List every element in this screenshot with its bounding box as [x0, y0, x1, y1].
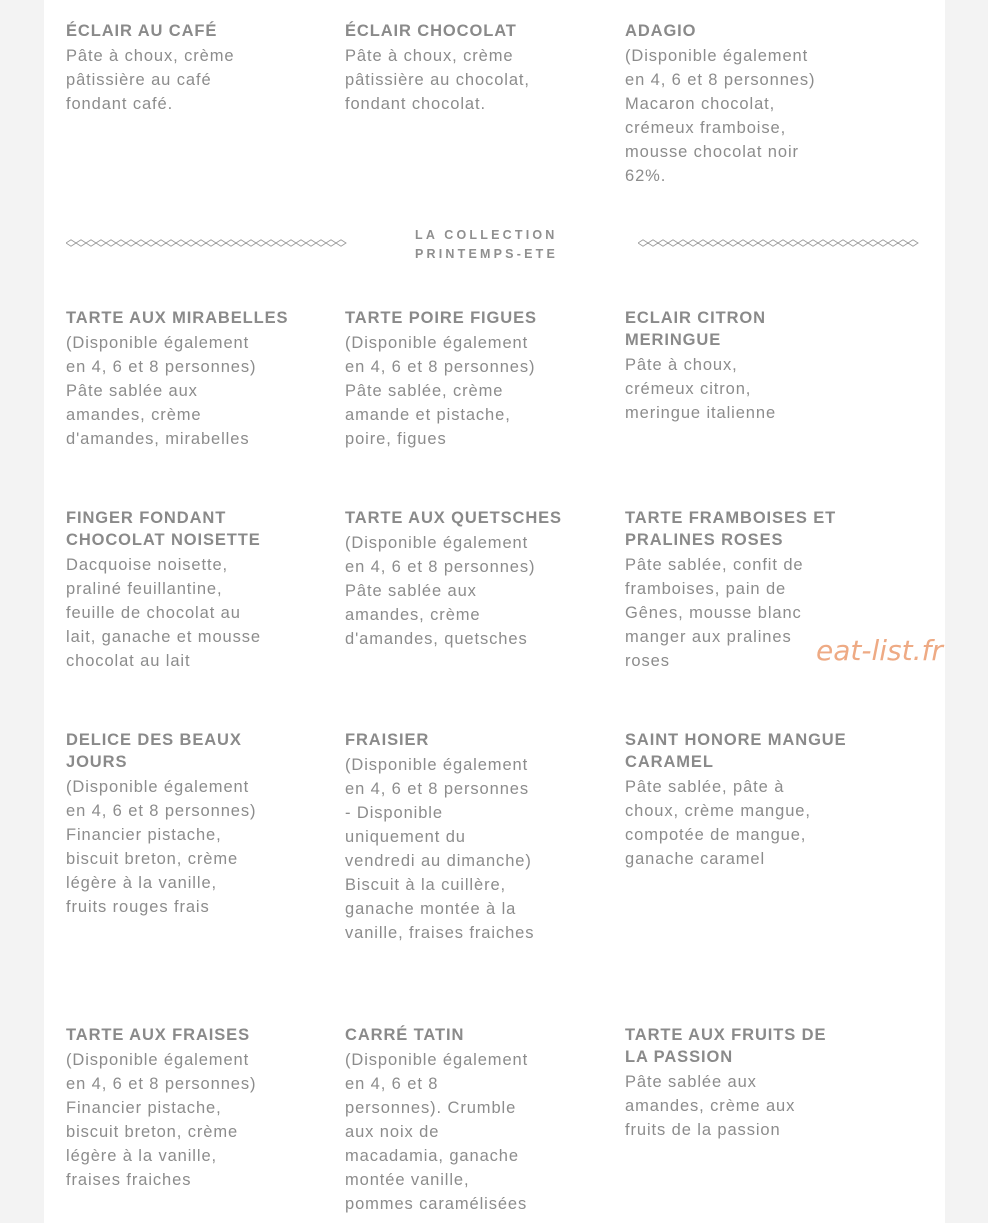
product-delice-beaux-jours [66, 729, 296, 919]
product-name: TARTE POIRE FIGUES [345, 309, 537, 327]
product-carre-tatin [345, 1024, 575, 1216]
zigzag-ornament-left [66, 239, 351, 247]
product-eclair-cafe [66, 20, 296, 116]
product-description: Pâte sablée, confit de framboises, pain de Gênes, mousse blanc manger aux pralines roses [625, 556, 804, 670]
product-description: Pâte sablée aux amandes, crème aux fruits de la passion [625, 1073, 796, 1139]
product-name: CARRÉ TATIN [345, 1026, 465, 1044]
product-description: (Disponible également en 4, 6 et 8 personnes) Macaron chocolat, crémeux framboise, mousse chocolat noir 62%. [625, 47, 816, 185]
product-name: TARTE AUX QUETSCHES [345, 509, 562, 527]
product-fraisier [345, 729, 575, 945]
menu-sheet [44, 0, 945, 1223]
product-description: Pâte sablée, pâte à choux, crème mangue, compotée de mangue, ganache caramel [625, 778, 811, 868]
product-description: Pâte à choux, crémeux citron, meringue italienne [625, 356, 777, 422]
product-tarte-quetsches [345, 507, 575, 651]
product-name: ECLAIR CITRON MERINGUE [625, 309, 766, 349]
product-name: FINGER FONDANT CHOCOLAT NOISETTE [66, 509, 261, 549]
product-adagio [625, 20, 855, 188]
product-name: TARTE AUX FRAISES [66, 1026, 250, 1044]
product-name: ÉCLAIR AU CAFÉ [66, 22, 218, 40]
product-name: TARTE FRAMBOISES ET PRALINES ROSES [625, 509, 837, 549]
watermark-text: eat-list.fr [816, 634, 943, 667]
section-divider [44, 226, 945, 266]
product-name: TARTE AUX FRUITS DE LA PASSION [625, 1026, 827, 1066]
product-description: Pâte à choux, crème pâtissière au chocolat, fondant chocolat. [345, 47, 530, 113]
product-name: DELICE DES BEAUX JOURS [66, 731, 242, 771]
product-tarte-passion [625, 1024, 855, 1142]
product-name: SAINT HONORE MANGUE CARAMEL [625, 731, 847, 771]
product-description: (Disponible également en 4, 6 et 8 personnes) Pâte sablée aux amandes, crème d'amandes, mirabelles [66, 334, 257, 448]
zigzag-ornament-right [638, 239, 922, 247]
product-eclair-citron-meringue [625, 307, 855, 425]
product-description: Pâte à choux, crème pâtissière au café fondant café. [66, 47, 235, 113]
product-name: FRAISIER [345, 731, 430, 749]
product-description: Dacquoise noisette, praliné feuillantine, feuille de chocolat au lait, ganache et mousse chocolat au lait [66, 556, 261, 670]
section-title: LA COLLECTION PRINTEMPS-ETE [415, 228, 558, 261]
product-tarte-mirabelles [66, 307, 296, 451]
product-eclair-chocolat [345, 20, 575, 116]
product-description: (Disponible également en 4, 6 et 8 personnes) Financier pistache, biscuit breton, crème légère à la vanille, fraises fraiches [66, 1051, 257, 1189]
product-tarte-fraises [66, 1024, 296, 1192]
product-name: TARTE AUX MIRABELLES [66, 309, 289, 327]
product-name: ÉCLAIR CHOCOLAT [345, 22, 517, 40]
product-description: (Disponible également en 4, 6 et 8 personnes) Financier pistache, biscuit breton, crème légère à la vanille, fruits rouges frais [66, 778, 257, 916]
product-description: (Disponible également en 4, 6 et 8 personnes) Pâte sablée aux amandes, crème d'amandes, quetsches [345, 534, 536, 648]
product-tarte-poire-figues [345, 307, 575, 451]
product-description: (Disponible également en 4, 6 et 8 personnes - Disponible uniquement du vendredi au dimanche) Biscuit à la cuillère, ganache montée à la vanille, fraises fraiches [345, 756, 535, 942]
product-description: (Disponible également en 4, 6 et 8 personnes) Pâte sablée, crème amande et pistache, poire, figues [345, 334, 536, 448]
product-name: ADAGIO [625, 22, 697, 40]
product-finger-fondant [66, 507, 296, 673]
product-description: (Disponible également en 4, 6 et 8 personnes). Crumble aux noix de macadamia, ganache montée vanille, pommes caramélisées [345, 1051, 529, 1213]
product-saint-honore [625, 729, 855, 871]
